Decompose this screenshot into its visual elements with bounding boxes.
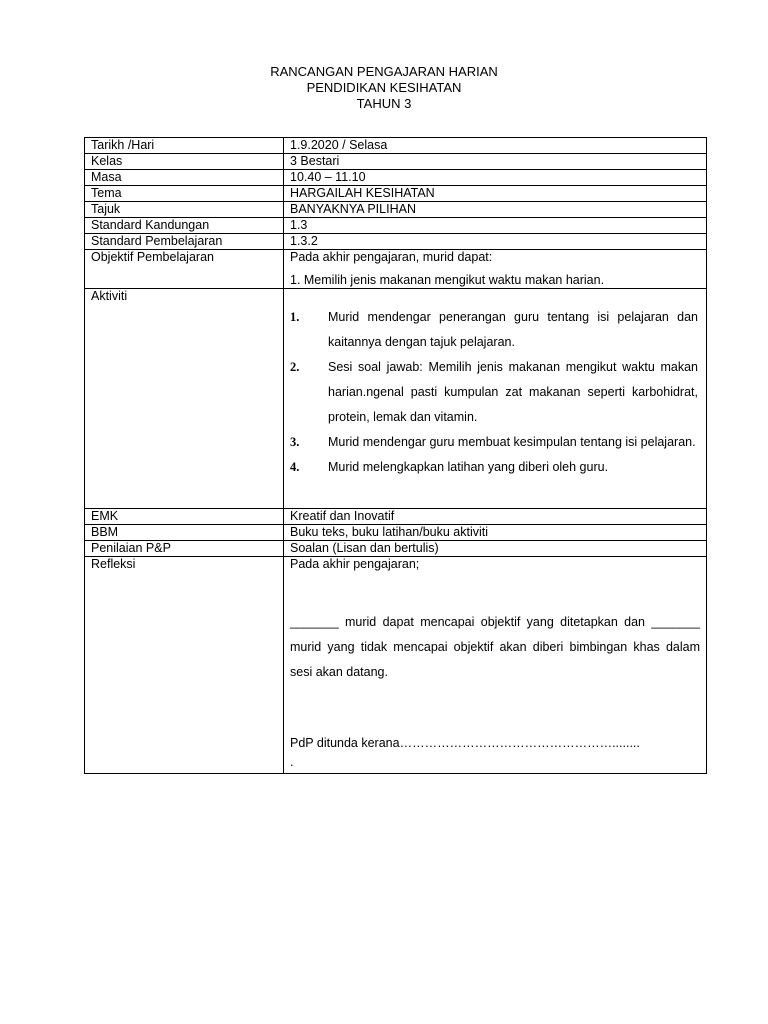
row-kelas [85, 154, 707, 170]
value-objektif [284, 250, 707, 289]
header-year: TAHUN 3 [356, 96, 412, 111]
value-penilaian: Soalan (Lisan dan bertulis) [284, 541, 707, 557]
row-penilaian [85, 541, 707, 557]
row-tajuk [85, 202, 707, 218]
lesson-plan-table [84, 137, 707, 774]
row-standard-pembelajaran [85, 234, 707, 250]
refleksi-tunda: PdP ditunda kerana……………………………………………........ [290, 736, 640, 750]
value-tema: HARGAILAH KESIHATAN [284, 186, 707, 202]
label-kelas: Kelas [85, 154, 284, 170]
value-standard-pembelajaran: 1.3.2 [284, 234, 707, 250]
value-masa: 10.40 – 11.10 [284, 170, 707, 186]
row-aktiviti [85, 289, 707, 509]
refleksi-body: _______ murid dapat mencapai objektif yang ditetapkan dan _______ murid yang tidak mencapai objektif akan diberi bimbingan khas dalam sesi akan datang. [290, 615, 700, 679]
aktiviti-item [290, 430, 700, 455]
objektif-intro: Pada akhir pengajaran, murid dapat: [290, 250, 493, 264]
header-subject: PENDIDIKAN KESIHATAN [306, 80, 462, 95]
aktiviti-item [290, 455, 700, 480]
row-emk [85, 509, 707, 525]
label-tarikh: Tarikh /Hari [85, 138, 284, 154]
row-masa [85, 170, 707, 186]
value-tajuk: BANYAKNYA PILIHAN [284, 202, 707, 218]
label-refleksi: Refleksi [85, 557, 284, 774]
aktiviti-number: 3. [290, 435, 300, 449]
value-tarikh: 1.9.2020 / Selasa [284, 138, 707, 154]
aktiviti-text: Murid melengkapkan latihan yang diberi oleh guru. [328, 460, 609, 474]
aktiviti-text: Sesi soal jawab: Memilih jenis makanan mengikut waktu makan harian.ngenal pasti kumpulan zat makanan seperti karbohidrat, protein, lemak dan vitamin. [328, 360, 698, 424]
label-tema: Tema [85, 186, 284, 202]
row-bbm [85, 525, 707, 541]
value-kelas: 3 Bestari [284, 154, 707, 170]
refleksi-dot: . [290, 755, 294, 769]
label-bbm: BBM [85, 525, 284, 541]
row-objektif [85, 250, 707, 289]
document-header [0, 64, 768, 112]
label-emk: EMK [85, 509, 284, 525]
label-standard-pembelajaran: Standard Pembelajaran [85, 234, 284, 250]
header-title: RANCANGAN PENGAJARAN HARIAN [270, 64, 498, 79]
aktiviti-item [290, 305, 700, 355]
objektif-item: 1. Memilih jenis makanan mengikut waktu makan harian. [290, 273, 605, 287]
row-standard-kandungan [85, 218, 707, 234]
label-aktiviti: Aktiviti [85, 289, 284, 509]
aktiviti-text: Murid mendengar penerangan guru tentang isi pelajaran dan kaitannya dengan tajuk pelajaran. [328, 310, 698, 349]
value-refleksi [284, 557, 707, 774]
value-standard-kandungan: 1.3 [284, 218, 707, 234]
value-bbm: Buku teks, buku latihan/buku aktiviti [284, 525, 707, 541]
label-tajuk: Tajuk [85, 202, 284, 218]
aktiviti-number: 1. [290, 310, 300, 324]
label-masa: Masa [85, 170, 284, 186]
aktiviti-list [290, 305, 700, 480]
value-emk: Kreatif dan Inovatif [284, 509, 707, 525]
label-penilaian: Penilaian P&P [85, 541, 284, 557]
aktiviti-text: Murid mendengar guru membuat kesimpulan tentang isi pelajaran. [328, 435, 696, 449]
label-objektif: Objektif Pembelajaran [85, 250, 284, 289]
row-tarikh [85, 138, 707, 154]
value-aktiviti [284, 289, 707, 509]
row-refleksi [85, 557, 707, 774]
aktiviti-number: 4. [290, 460, 300, 474]
row-tema [85, 186, 707, 202]
aktiviti-item [290, 355, 700, 430]
aktiviti-number: 2. [290, 360, 300, 374]
refleksi-intro: Pada akhir pengajaran; [290, 557, 420, 571]
label-standard-kandungan: Standard Kandungan [85, 218, 284, 234]
